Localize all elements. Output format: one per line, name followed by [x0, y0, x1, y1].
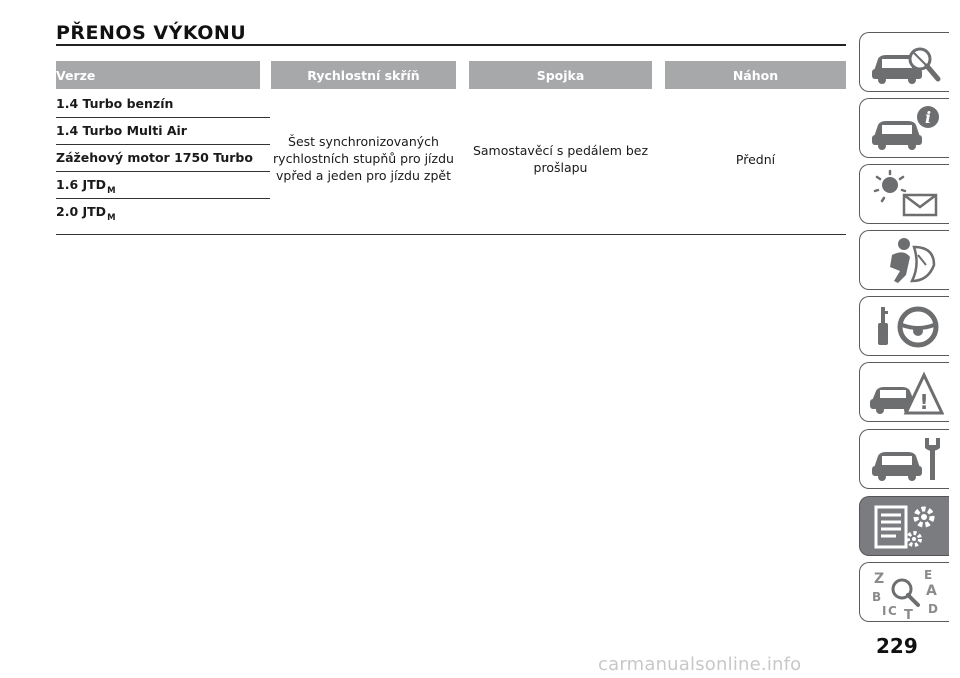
header-clutch: Spojka [469, 61, 652, 89]
tab-emergency[interactable] [859, 362, 949, 422]
tab-safety[interactable] [859, 230, 949, 290]
emergency-car-icon [868, 367, 944, 419]
key-steering-wheel-icon [868, 301, 944, 353]
table-header [0, 61, 960, 89]
header-gearbox: Rychlostní skříň [271, 61, 456, 89]
row-divider [56, 198, 270, 199]
table-bottom-rule [56, 234, 846, 235]
row-divider [56, 117, 270, 118]
car-search-icon [868, 37, 944, 89]
car-info-icon [868, 103, 944, 155]
index-letter-t: T [904, 608, 913, 619]
index-letter-i: I [882, 604, 887, 618]
svg-text:i: i [924, 108, 932, 127]
page-title: PŘENOS VÝKONU [56, 22, 247, 44]
alphabetical-index-icon [868, 567, 944, 619]
drive-cell: Přední [735, 152, 776, 167]
title-rule [56, 44, 846, 46]
tab-maintenance[interactable] [859, 429, 949, 489]
safety-airbag-icon [868, 235, 944, 287]
version-row: Zážehový motor 1750 Turbo [56, 150, 253, 165]
index-letter-d: D [928, 602, 938, 616]
version-row: 1.4 Turbo Multi Air [56, 123, 187, 138]
svg-text:!: ! [919, 390, 929, 414]
tab-car-info[interactable] [859, 98, 949, 158]
header-version: Verze [56, 61, 260, 89]
tab-car-search[interactable] [859, 32, 949, 92]
tab-key-steering[interactable] [859, 296, 949, 356]
clutch-cell: Samostavěcí s pedálem bez prošlapu [472, 143, 649, 175]
tab-index[interactable] [859, 562, 949, 622]
car-maintenance-icon [868, 434, 944, 486]
index-letter-z: Z [874, 571, 885, 587]
tab-technical-data[interactable] [859, 496, 949, 556]
version-row: 1.6 $JTD_M$ [56, 177, 116, 196]
row-divider [56, 144, 270, 145]
technical-data-icon [868, 501, 944, 553]
index-letter-a: A [926, 583, 937, 599]
page-number: 229 [876, 634, 918, 658]
gearbox-cell: Šest synchronizovaných rychlostních stupňů pro jízdu vpřed a jeden pro jízdu zpět [273, 134, 454, 183]
header-drive: Náhon [665, 61, 846, 89]
warning-lights-icon [868, 169, 944, 221]
version-row: 2.0 $JTD_M$ [56, 204, 116, 223]
index-letter-c: C [888, 604, 897, 618]
row-divider [56, 171, 270, 172]
version-row: 1.4 Turbo benzín [56, 96, 174, 111]
index-letter-b: B [872, 590, 882, 604]
watermark: carmanualsonline.info [598, 654, 802, 675]
tab-warning-lights[interactable] [859, 164, 949, 224]
index-letter-e: E [924, 568, 933, 582]
